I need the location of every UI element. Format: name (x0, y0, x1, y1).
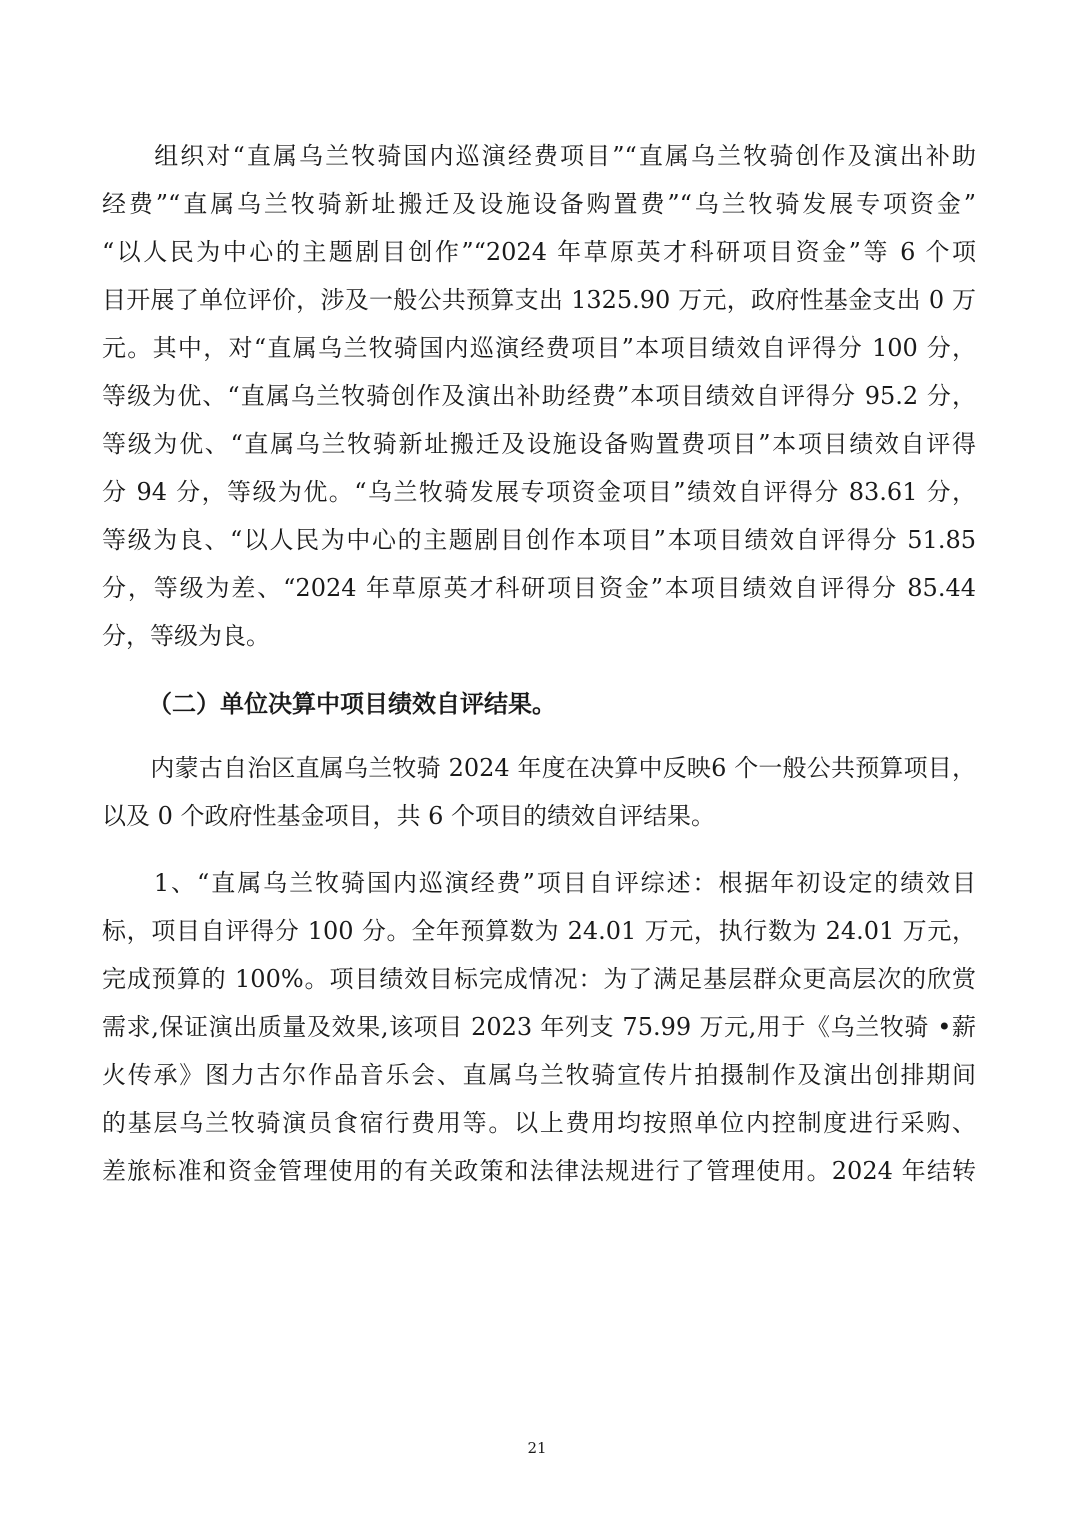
text-line: 目开展了单位评价，涉及一般公共预算支出 1325.90 万元，政府性基金支出 0 万 (102, 286, 976, 314)
text-line: 需求,保证演出质量及效果,该项目 2023 年列支 75.99 万元,用于《乌兰牧骑 •薪 (102, 1013, 976, 1041)
text-line: 分，等级为良。 (102, 622, 270, 650)
text-line: 元。其中，对“直属乌兰牧骑国内巡演经费项目”本项目绩效自评得分 100 分， (102, 334, 976, 362)
page-number: 21 (527, 1439, 547, 1457)
text-line: 组织对“直属乌兰牧骑国内巡演经费项目”“直属乌兰牧骑创作及演出补助 (102, 142, 976, 170)
text-line: 完成预算的 100%。项目绩效目标完成情况：为了满足基层群众更高层次的欣赏 (102, 965, 976, 993)
text-line: 等级为优、“直属乌兰牧骑新址搬迁及设施设备购置费项目”本项目绩效自评得 (102, 430, 976, 458)
text-line: 以及 0 个政府性基金项目，共 6 个项目的绩效自评结果。 (102, 802, 716, 830)
text-line: 分，等级为差、“2024 年草原英才科研项目资金”本项目绩效自评得分 85.44 (102, 574, 976, 602)
text-line: 分 94 分，等级为优。“乌兰牧骑发展专项资金项目”绩效自评得分 83.61 分， (102, 478, 976, 506)
text-line: 差旅标准和资金管理使用的有关政策和法律法规进行了管理使用。2024 年结转 (102, 1157, 976, 1185)
text-line: 等级为良、“以人民为中心的主题剧目创作本项目”本项目绩效自评得分 51.85 (102, 526, 976, 554)
text-line: 经费”“直属乌兰牧骑新址搬迁及设施设备购置费”“乌兰牧骑发展专项资金” (102, 190, 976, 218)
text-line: 火传承》图力古尔作品音乐会、直属乌兰牧骑宣传片拍摄制作及演出创排期间 (102, 1061, 976, 1089)
text-line: “以人民为中心的主题剧目创作”“2024 年草原英才科研项目资金”等 6 个项 (102, 238, 976, 266)
section-heading: （二）单位决算中项目绩效自评结果。 (148, 690, 556, 718)
text-line: 的基层乌兰牧骑演员食宿行费用等。以上费用均按照单位内控制度进行采购、 (102, 1109, 976, 1137)
text-line: 1、“直属乌兰牧骑国内巡演经费”项目自评综述：根据年初设定的绩效目 (102, 869, 976, 897)
text-line: 内蒙古自治区直属乌兰牧骑 2024 年度在决算中反映6 个一般公共预算项目， (102, 754, 976, 782)
text-line: 标，项目自评得分 100 分。全年预算数为 24.01 万元，执行数为 24.01 万元， (102, 917, 976, 945)
text-line: 等级为优、“直属乌兰牧骑创作及演出补助经费”本项目绩效自评得分 95.2 分， (102, 382, 976, 410)
